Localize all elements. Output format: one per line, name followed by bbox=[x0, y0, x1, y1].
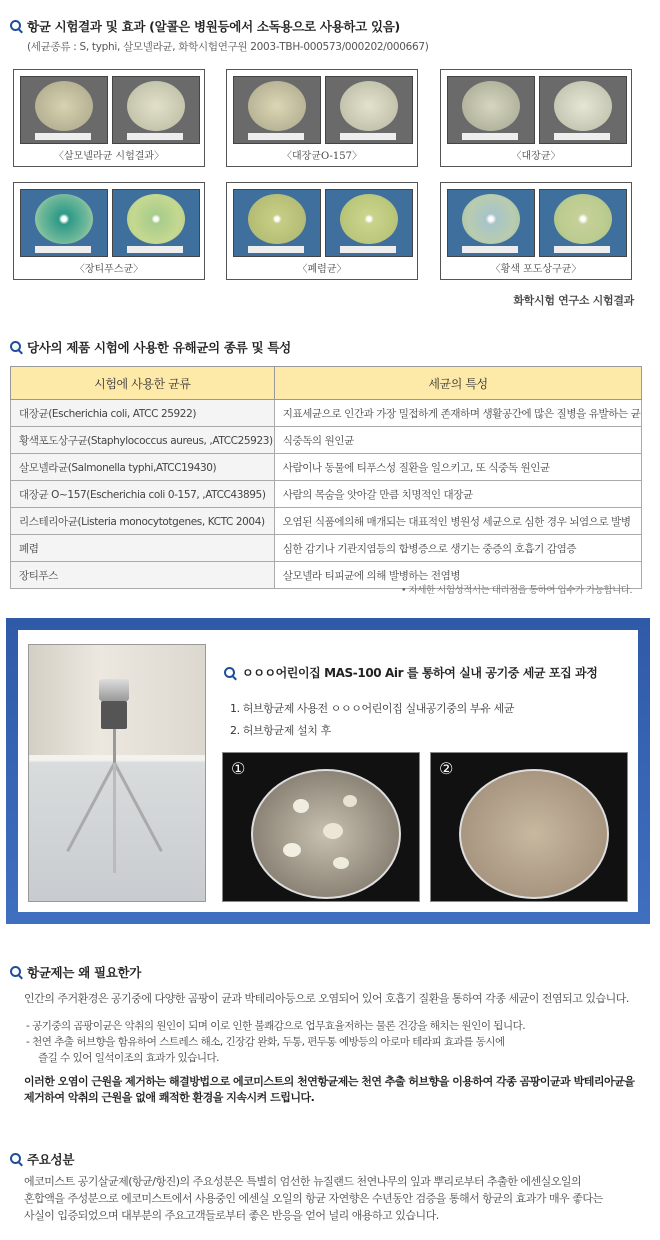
section4-bullet1: - 공기중의 곰팡이균은 악취의 원인이 되며 이로 인한 불쾌감으로 업무효율저하는 물론 건강을 해치는 원인이 됩니다. bbox=[26, 1020, 526, 1032]
table-row bbox=[11, 454, 642, 481]
result-caption: 〈대장균〉 bbox=[511, 151, 561, 162]
air-sampling-panel bbox=[6, 618, 650, 924]
step-2: 2. 허브항균제 설치 후 bbox=[230, 724, 331, 737]
table-cell: 장티푸스 bbox=[11, 562, 275, 589]
section2-title: 당사의 제품 시험에 사용한 유해균의 종류 및 특성 bbox=[27, 340, 291, 355]
petri-photo bbox=[112, 189, 200, 257]
petri-photo bbox=[447, 189, 535, 257]
petri-photo bbox=[325, 76, 413, 144]
table-header: 시험에 사용한 균류 bbox=[11, 367, 275, 400]
bacteria-table bbox=[10, 366, 642, 589]
air-sampler-photo bbox=[28, 644, 206, 902]
petri-photo bbox=[325, 189, 413, 257]
magnifier-icon bbox=[10, 20, 21, 31]
table-cell: 황색포도상구균(Staphylococcus aureus, ,ATCC25923) bbox=[11, 427, 275, 454]
table-row bbox=[11, 508, 642, 535]
magnifier-icon bbox=[10, 966, 21, 977]
table-note: • 자세한 시험성적서는 대리점을 통하여 입수가 가능합니다. bbox=[401, 585, 632, 596]
section5-line2: 혼합액을 주성분으로 에코미스트에서 사용중인 에센실 오일의 항균 자연향은 수년동안 검증을 통해서 항균의 효과가 매우 좋다는 bbox=[24, 1192, 603, 1205]
panel-inner bbox=[18, 630, 638, 912]
section4-bullet2b: 즐길 수 있어 일석이조의 효과가 있습니다. bbox=[38, 1052, 219, 1064]
result-caption: 〈폐렴균〉 bbox=[297, 264, 347, 275]
section4-intro: 인간의 주거환경은 공기중에 다양한 곰팡이 균과 박테리아등으로 오염되어 있어 호흡기 질환을 통하여 각종 세균이 전염되고 있습니다. bbox=[24, 992, 629, 1005]
petri-after-photo bbox=[430, 752, 628, 902]
petri-photo bbox=[447, 76, 535, 144]
petri-photo bbox=[20, 189, 108, 257]
result-box-salmonella bbox=[13, 69, 205, 167]
result-caption: 〈황색 포도상구균〉 bbox=[490, 264, 582, 275]
result-box-typhoid bbox=[13, 182, 205, 280]
petri-photo bbox=[233, 189, 321, 257]
result-caption: 〈대장균O-157〉 bbox=[281, 151, 362, 162]
table-cell: 살모넬라 티피균에 의해 발병하는 전염병 bbox=[274, 562, 642, 589]
section5-title: 주요성분 bbox=[27, 1152, 75, 1167]
table-row bbox=[11, 427, 642, 454]
table-cell: 리스테리아균(Listeria monocytotgenes, KCTC 2004) bbox=[11, 508, 275, 535]
petri-photo bbox=[233, 76, 321, 144]
table-cell: 심한 감기나 기관지염등의 합병증으로 생기는 중증의 호흡기 감염증 bbox=[274, 535, 642, 562]
result-caption: 〈살모넬라균 시험결과〉 bbox=[53, 151, 165, 162]
table-header: 세균의 특성 bbox=[274, 367, 642, 400]
section3-title: ㅇㅇㅇ어린이집 MAS-100 Air 를 통하여 실내 공기중 세균 포집 과정 bbox=[242, 666, 598, 680]
result-box-ecoli bbox=[440, 69, 632, 167]
table-cell: 사람의 목숨을 앗아갈 만큼 치명적인 대장균 bbox=[274, 481, 642, 508]
source-note: 화학시험 연구소 시험결과 bbox=[513, 294, 634, 307]
magnifier-icon bbox=[10, 1153, 21, 1164]
petri-photo bbox=[112, 76, 200, 144]
section4-bold1: 이러한 오염이 근원을 제거하는 해결방법으로 에코미스트의 천연항균제는 천연 추출 허브향을 이용하여 각종 곰팡이균과 박테리아균을 bbox=[24, 1075, 635, 1088]
marker-1: ① bbox=[231, 759, 246, 778]
table-row bbox=[11, 481, 642, 508]
result-box-o157 bbox=[226, 69, 418, 167]
table-cell: 폐렴 bbox=[11, 535, 275, 562]
section1-subtitle: (세균종류 : S, typhi, 살모넬라균, 화학시험연구원 2003-TBH-000573/000202/000667) bbox=[27, 41, 429, 53]
section4-bold2: 제거하여 악취의 근원을 없애 쾌적한 환경을 지속시켜 드립니다. bbox=[24, 1091, 315, 1104]
petri-photo bbox=[539, 189, 627, 257]
magnifier-icon bbox=[10, 341, 21, 352]
table-cell: 대장균(Escherichia coli, ATCC 25922) bbox=[11, 400, 275, 427]
petri-photo bbox=[539, 76, 627, 144]
step-1: 1. 허브항균제 사용전 ㅇㅇㅇ어린이집 실내공기중의 부유 세균 bbox=[230, 702, 514, 715]
section1-title: 항균 시험결과 및 효과 (알콜은 병원등에서 소독용으로 사용하고 있음) bbox=[27, 19, 400, 34]
table-cell: 식중독의 원인균 bbox=[274, 427, 642, 454]
table-cell: 살모넬라균(Salmonella typhi,ATCC19430) bbox=[11, 454, 275, 481]
table-cell: 사람이나 동물에 티푸스성 질환을 일으키고, 또 식중독 원인균 bbox=[274, 454, 642, 481]
section4-bullet2a: - 천연 추출 허브향을 함유하여 스트레스 해소, 긴장감 완화, 두통, 편두통 예방등의 아로마 테라피 효과를 동시에 bbox=[26, 1036, 505, 1048]
petri-photo bbox=[20, 76, 108, 144]
table-cell: 오염된 식품에의해 매개되는 대표적인 병원성 세균으로 심한 경우 뇌염으로 발병 bbox=[274, 508, 642, 535]
marker-2: ② bbox=[439, 759, 454, 778]
sampler-head bbox=[99, 679, 129, 701]
table-cell: 지표세균으로 인간과 가장 밀접하게 존재하며 생활공간에 많은 질병을 유발하는 균 bbox=[274, 400, 642, 427]
table-cell: 대장균 O~157(Escherichia coli 0-157, ,ATCC43895) bbox=[11, 481, 275, 508]
petri-before-photo bbox=[222, 752, 420, 902]
result-caption: 〈장티푸스균〉 bbox=[74, 264, 144, 275]
table-row bbox=[11, 400, 642, 427]
table-header-row bbox=[11, 367, 642, 400]
section5-line1: 에코미스트 공기살균제(항균/항진)의 주요성분은 특별히 엄선한 뉴질랜드 천연나무의 잎과 뿌리로부터 추출한 에센실오일의 bbox=[24, 1175, 582, 1188]
magnifier-icon bbox=[224, 667, 235, 678]
section4-title: 항균제는 왜 필요한가 bbox=[27, 965, 142, 980]
table-row bbox=[11, 535, 642, 562]
section5-line3: 사실이 입증되었으며 대부분의 주요고객들로부터 좋은 반응을 얻어 널리 애용하고 있습니다. bbox=[24, 1209, 439, 1222]
result-box-staph bbox=[440, 182, 632, 280]
result-box-pneumonia bbox=[226, 182, 418, 280]
